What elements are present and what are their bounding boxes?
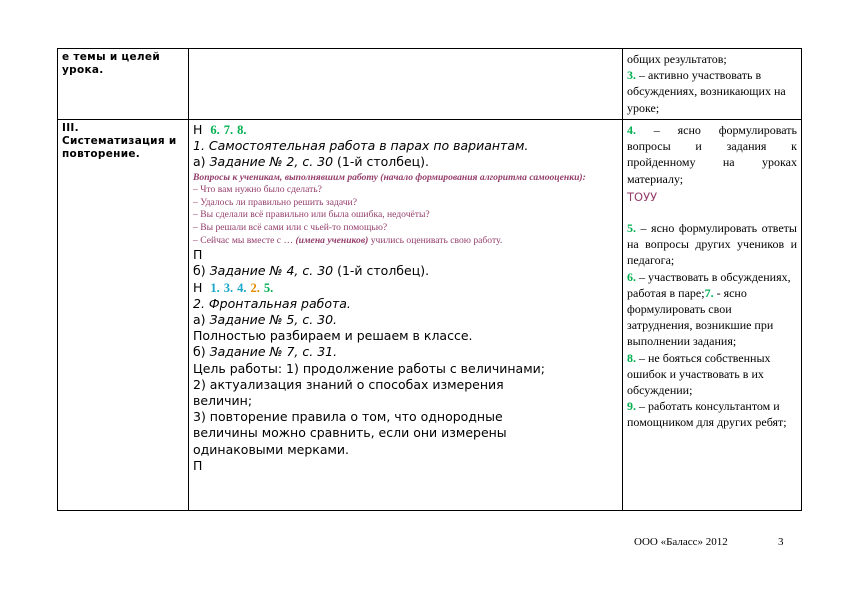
task-line: б) Задание № 4, с. 30 (1-й столбец). (193, 263, 430, 279)
text-line: Полностью разбираем и решаем в классе. (193, 328, 473, 344)
question-item: – Что вам нужно было сделать? (193, 184, 322, 196)
result-number: 3. (627, 68, 636, 83)
questions-title: Вопросы к ученикам, выполнявшим работу (начало формирования алгоритма самооценки): (193, 171, 586, 183)
result-item: 8. – не бояться собственных ошибок и участвовать в их обсуждении; (627, 350, 771, 398)
result-ref: 2. (250, 280, 260, 295)
task-line: а) Задание № 2, с. 30 (1-й столбец). (193, 154, 430, 170)
goal-line: Цель работы: 1) продолжение работы с величинами; (193, 360, 545, 376)
results-cell (623, 49, 802, 120)
stage-cell (58, 49, 189, 120)
question-item: – Вы сделали всё правильно или была ошибка, недочёты? (193, 209, 430, 221)
question-item: – Вы решали всё сами или с чьей-то помощью? (193, 221, 388, 233)
task-type-letter: П (193, 457, 203, 473)
task-icons (193, 280, 618, 296)
result-ref: 8. (237, 123, 247, 137)
goal-line: 2) актуализация знаний о способах измерения величин; (193, 376, 504, 408)
section-title: 2. Фронтальная работа. (193, 295, 351, 311)
task-type-letter: Н (193, 122, 203, 137)
result-ref: 7. (223, 123, 234, 137)
page-number: 3 (778, 536, 784, 548)
activity-cell (189, 120, 623, 511)
result-ref: 4. (237, 280, 247, 295)
stage-label: III. Систематизация и повторение. (62, 122, 177, 160)
result-item: 6. – участвовать в обсуждениях, работая в паре;7. - ясно формулировать свои затруднения, возникшие при выполнении задания; (627, 269, 791, 349)
task-type-letter: Н (193, 279, 203, 295)
result-ref: 1. (210, 280, 220, 295)
task-icons (193, 122, 618, 138)
table-row (58, 49, 802, 120)
results-cell (623, 120, 802, 511)
lesson-table (57, 48, 802, 511)
question-item: – Удалось ли правильно решить задачи? (193, 196, 357, 208)
result-ref: 5. (263, 280, 274, 295)
footer-publisher: ООО «Баласс» 2012 (634, 536, 728, 548)
task-line: а) Задание № 5, с. 30. (193, 311, 338, 327)
result-tag: ТОУУ (627, 189, 658, 204)
question-item: – Сейчас мы вместе с … (имена учеников) учились оценивать свою работу. (193, 234, 503, 246)
result-item: 5. – ясно формулировать ответы на вопросы других учеников и педагога; (627, 221, 797, 268)
stage-label: е темы и целей урока. (62, 51, 161, 76)
result-item: 9. – работать консультантом и помощником для других ребят; (627, 399, 787, 430)
result-ref: 3. (223, 280, 234, 295)
task-line: б) Задание № 7, с. 31. (193, 344, 338, 360)
table-row (58, 120, 802, 511)
result-ref: 6. (210, 123, 220, 137)
goal-line: 3) повторение правила о том, что однородные величины можно сравнить, если они измерены одинаковыми мерками. (193, 409, 507, 457)
section-title: 1. Самостоятельная работа в парах по вариантам. (193, 138, 529, 154)
result-item: общих результатов; (627, 52, 727, 66)
stage-cell (58, 120, 189, 511)
result-item: 4. – ясно формулировать вопросы и задания к пройденному на уроках материалу; (627, 123, 797, 186)
task-type-letter: П (193, 247, 203, 263)
result-text: – активно участвовать в обсуждениях, возникающих на уроке; (627, 68, 786, 115)
result-item (627, 67, 797, 116)
activity-cell (189, 49, 623, 120)
